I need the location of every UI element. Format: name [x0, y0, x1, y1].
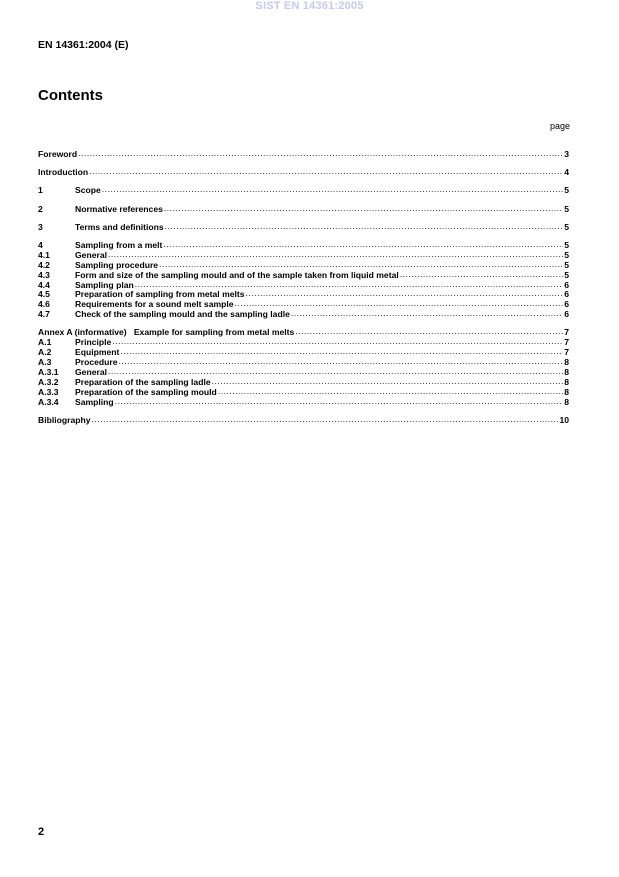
- toc-entry-number: 4.2: [38, 260, 50, 270]
- toc-entry[interactable]: [38, 378, 569, 388]
- toc-entry-title: Principle: [75, 338, 112, 348]
- toc-entry-page: 5: [564, 222, 569, 232]
- toc-spacer: [38, 407, 569, 415]
- toc-spacer: [38, 160, 569, 168]
- toc-dot-leader: [102, 186, 563, 195]
- toc-entry-page: 8: [564, 367, 569, 377]
- page-column-label: page: [549, 121, 570, 131]
- toc-entry[interactable]: [38, 271, 569, 281]
- toc-entry[interactable]: [38, 300, 569, 310]
- toc-dot-leader: [165, 223, 564, 232]
- table-of-contents: [38, 150, 569, 426]
- toc-entry-title: Sampling procedure: [75, 260, 159, 270]
- toc-entry-title: Procedure: [75, 358, 118, 368]
- toc-entry-page: 5: [564, 240, 569, 250]
- toc-entry[interactable]: [38, 290, 569, 300]
- toc-entry-title: Requirements for a sound melt sample: [75, 300, 234, 310]
- toc-entry[interactable]: [38, 281, 569, 291]
- toc-entry-title: Normative references: [75, 204, 163, 214]
- toc-dot-leader: [246, 290, 564, 299]
- toc-entry[interactable]: [38, 328, 569, 338]
- toc-entry-title: Example for sampling from metal melts: [133, 328, 295, 338]
- toc-entry-title: Scope: [75, 186, 101, 196]
- toc-entry[interactable]: [38, 186, 569, 196]
- toc-entry-page: 4: [564, 168, 569, 178]
- toc-entry[interactable]: [38, 251, 569, 261]
- toc-entry-page: 6: [564, 310, 569, 320]
- toc-entry[interactable]: [38, 310, 569, 320]
- toc-entry-page: 7: [564, 338, 569, 348]
- toc-dot-leader: [108, 368, 563, 377]
- toc-dot-leader: [400, 271, 563, 280]
- toc-entry-title: Sampling from a melt: [75, 240, 163, 250]
- toc-dot-leader: [120, 348, 563, 357]
- toc-entry-number: 4.5: [38, 290, 50, 300]
- toc-entry-page: 10: [559, 415, 569, 425]
- toc-entry-number: A.3.2: [38, 377, 59, 387]
- toc-dot-leader: [295, 328, 563, 337]
- toc-entry-number: 2: [38, 204, 43, 214]
- toc-entry[interactable]: [38, 368, 569, 378]
- toc-entry-number: 4: [38, 240, 43, 250]
- toc-dot-leader: [235, 300, 564, 309]
- toc-dot-leader: [218, 388, 563, 397]
- toc-entry-title: General: [75, 367, 108, 377]
- toc-entry-title: Preparation of sampling from metal melts: [75, 290, 245, 300]
- toc-entry-page: 5: [564, 270, 569, 280]
- toc-entry[interactable]: [38, 388, 569, 398]
- toc-entry-title: Equipment: [75, 348, 120, 358]
- document-id: EN 14361:2004 (E): [38, 39, 129, 51]
- toc-dot-leader: [89, 168, 563, 177]
- toc-dot-leader: [78, 150, 563, 159]
- toc-dot-leader: [135, 281, 563, 290]
- toc-entry[interactable]: [38, 223, 569, 233]
- page-number: 2: [38, 826, 45, 838]
- toc-entry-page: 8: [564, 377, 569, 387]
- toc-dot-leader: [164, 205, 563, 214]
- toc-entry-number: 4.4: [38, 280, 50, 290]
- toc-entry-title: Form and size of the sampling mould and of the sample taken from liquid metal: [75, 270, 399, 280]
- toc-entry-number: 4.3: [38, 270, 50, 280]
- toc-entry-number: A.3.4: [38, 397, 59, 407]
- toc-entry-page: 6: [564, 300, 569, 310]
- toc-entry-title: Bibliography: [38, 415, 91, 425]
- toc-entry-number: 4.7: [38, 310, 50, 320]
- toc-entry-page: 5: [564, 250, 569, 260]
- toc-entry-page: 5: [564, 186, 569, 196]
- toc-dot-leader: [159, 261, 563, 270]
- toc-spacer: [38, 233, 569, 241]
- toc-entry-title: Preparation of the sampling mould: [75, 387, 217, 397]
- toc-entry-number: 1: [38, 186, 43, 196]
- toc-entry-title: Check of the sampling mould and the sampling ladle: [75, 310, 290, 320]
- page-title: Contents: [38, 87, 103, 104]
- toc-entry-title: Sampling: [75, 397, 114, 407]
- toc-entry[interactable]: [38, 150, 569, 160]
- watermark: SIST EN 14361:2005: [255, 0, 364, 12]
- toc-entry-title: Foreword: [38, 150, 78, 159]
- toc-entry-page: 8: [564, 397, 569, 407]
- toc-dot-leader: [163, 241, 563, 250]
- toc-entry-title: General: [75, 250, 108, 260]
- toc-entry-page: 5: [564, 204, 569, 214]
- toc-dot-leader: [119, 358, 564, 367]
- toc-entry-number: A.3.3: [38, 387, 59, 397]
- toc-entry[interactable]: [38, 338, 569, 348]
- toc-entry[interactable]: [38, 205, 569, 215]
- toc-spacer: [38, 196, 569, 204]
- toc-dot-leader: [112, 338, 563, 347]
- toc-entry-number: 3: [38, 222, 43, 232]
- toc-entry[interactable]: [38, 261, 569, 271]
- toc-entry-page: 7: [564, 328, 569, 338]
- toc-entry[interactable]: [38, 168, 569, 178]
- toc-entry-page: 6: [564, 280, 569, 290]
- toc-entry-page: 6: [564, 290, 569, 300]
- toc-entry-page: 8: [564, 387, 569, 397]
- toc-dot-leader: [291, 310, 563, 319]
- toc-dot-leader: [115, 398, 564, 407]
- toc-entry-page: 3: [564, 150, 569, 159]
- toc-entry-page: 8: [564, 358, 569, 368]
- toc-entry[interactable]: [38, 416, 569, 426]
- toc-entry-title: Preparation of the sampling ladle: [75, 377, 211, 387]
- toc-entry-number: 4.6: [38, 300, 50, 310]
- toc-entry-number: 4.1: [38, 250, 50, 260]
- toc-entry-title: Introduction: [38, 168, 89, 178]
- toc-entry-number: A.3: [38, 358, 52, 368]
- toc-entry[interactable]: [38, 241, 569, 251]
- toc-spacer: [38, 178, 569, 186]
- toc-entry-title: Terms and definitions: [75, 222, 164, 232]
- toc-dot-leader: [92, 416, 559, 425]
- toc-entry-title: Sampling plan: [75, 280, 134, 290]
- toc-annex-label: Annex A (informative): [38, 328, 134, 338]
- toc-entry-number: A.3.1: [38, 367, 59, 377]
- toc-dot-leader: [108, 251, 563, 260]
- toc-entry-page: 7: [564, 348, 569, 358]
- toc-dot-leader: [212, 378, 564, 387]
- toc-entry-number: A.1: [38, 338, 52, 348]
- toc-entry-number: A.2: [38, 348, 52, 358]
- toc-entry[interactable]: [38, 398, 569, 408]
- toc-entry[interactable]: [38, 358, 569, 368]
- toc-entry[interactable]: [38, 348, 569, 358]
- toc-spacer: [38, 320, 569, 328]
- toc-entry-page: 5: [564, 260, 569, 270]
- toc-spacer: [38, 214, 569, 222]
